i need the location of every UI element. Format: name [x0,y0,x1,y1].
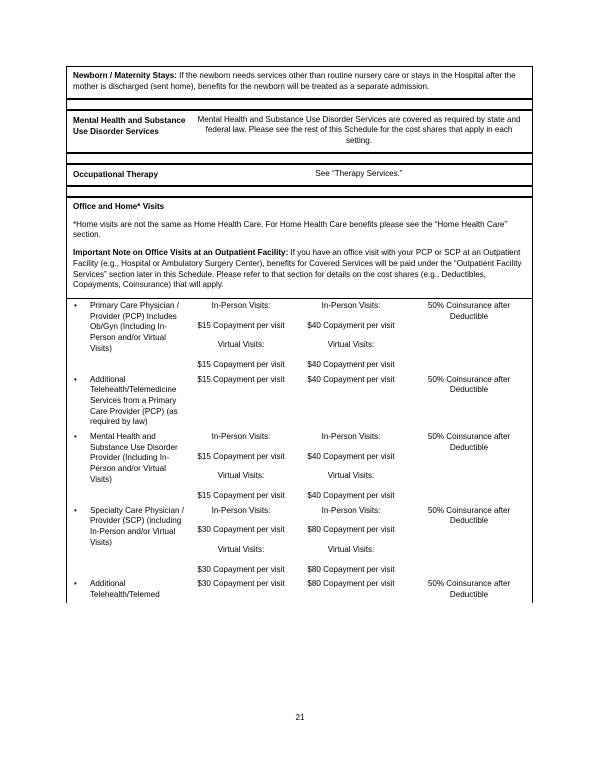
line-gap [298,351,404,360]
bullet-icon: • [74,579,77,589]
important-note-paragraph [73,248,526,291]
value-line: $15 Copayment per visit [197,491,285,501]
table-row [66,164,533,186]
benefit-tier2-cell [296,506,406,576]
value-line: Virtual Visits: [327,340,375,350]
benefit-out-of-network-cell [406,375,532,428]
table-row [66,298,533,603]
benefit-tier1-cell [186,506,296,576]
value-line: 50% Coinsurance after Deductible [427,374,511,395]
value-line: $40 Copayment per visit [307,360,395,370]
line-gap [298,556,404,565]
line-gap [188,312,294,321]
spacer-box-2 [66,153,533,164]
value-line: Virtual Visits: [217,340,265,350]
table-row [66,66,533,99]
page-number: 21 [295,713,305,722]
value-line: In-Person Visits: [321,432,381,442]
value-line: $30 Copayment per visit [197,525,285,535]
office-home-visits-box [66,197,533,298]
bullet-icon: • [74,432,77,442]
benefit-tier1-cell [186,375,296,428]
benefit-name-label: Mental Health and Substance Use Disorder Provider (Including In-Person and/or Virtual Visits) [90,432,178,484]
benefit-rows-section [66,298,533,603]
value-line: $40 Copayment per visit [307,374,395,384]
value-line: $30 Copayment per visit [197,579,285,589]
benefit-tier1-cell [186,301,296,371]
value-line: $80 Copayment per visit [307,579,395,589]
line-gap [188,516,294,525]
line-gap [298,482,404,491]
line-gap [298,312,404,321]
spacer-box-3 [66,186,533,197]
benefit-out-of-network-cell [406,432,532,502]
value-line: $15 Copayment per visit [197,374,285,384]
benefit-tier1-cell [186,579,296,600]
benefit-name-label: Specialty Care Physician / Provider (SCP) (including In-Person and/or Virtual Visits) [90,505,185,547]
line-gap [298,536,404,545]
important-note-label: Important Note on Office Visits at an Outpatient Facility: [73,248,289,257]
benefit-out-of-network-cell [406,301,532,371]
line-gap [188,443,294,452]
benefit-row [67,373,532,430]
benefit-tier2-cell [296,375,406,428]
spacer-row-3 [66,186,533,197]
mental-health-services-box [66,110,533,153]
mental-health-services-description: Mental Health and Substance Use Disorder Services are covered as required by state and federal law. Please see the rest of this Schedule for the cost shares that apply in each setting. [197,114,521,145]
value-line: Virtual Visits: [327,471,375,481]
line-gap [298,516,404,525]
office-home-visits-section [66,197,533,298]
office-home-visits-heading: Office and Home* Visits [73,201,165,211]
benefit-rows-container [66,298,533,603]
value-line: Virtual Visits: [217,471,265,481]
value-line: 50% Coinsurance after Deductible [427,579,511,600]
benefit-row [67,577,532,602]
spacer-row-1 [66,99,533,110]
value-line: $80 Copayment per visit [307,564,395,574]
important-note-text: If you have an office visit with your PCP or SCP at an Outpatient Facility (e.g., Hospital or Ambulatory Surgery Center), benefits for Covered Services will be paid under the “Outpatient Facility Services” section later in this Schedule. Please refer to that section for details on the cost shares (e.g., Deductibles, Copayments, Coinsurance) that will apply. [73,248,522,290]
table-row [66,197,533,298]
mental-health-services-section [66,110,533,153]
value-line: In-Person Visits: [211,432,271,442]
table-row [66,110,533,153]
occupational-therapy-description: See “Therapy Services.” [315,168,403,178]
bullet-icon: • [74,374,77,384]
benefit-row [67,299,532,373]
line-gap [188,536,294,545]
table-row [66,186,533,197]
newborn-maternity-box [66,66,533,99]
value-line: $15 Copayment per visit [197,360,285,370]
benefit-tier1-cell [186,432,296,502]
line-gap [188,331,294,340]
value-line: $40 Copayment per visit [307,320,395,330]
occupational-therapy-label: Occupational Therapy [73,169,159,179]
benefit-out-of-network-cell [406,506,532,576]
mental-health-services-label: Mental Health and Substance Use Disorder Services [73,115,186,136]
bullet-icon: • [74,505,77,515]
line-gap [188,482,294,491]
line-gap [298,462,404,471]
office-home-visits-footnote: *Home visits are not the same as Home Health Care. For Home Health Care benefits please see the “Home Health Care” section. [73,219,508,240]
benefit-name-cell [67,579,186,600]
occupational-therapy-box [66,164,533,186]
benefits-schedule-table [66,66,533,603]
table-row [66,99,533,110]
value-line: $15 Copayment per visit [197,451,285,461]
spacer-row-2 [66,153,533,164]
value-line: 50% Coinsurance after Deductible [427,505,511,526]
occupational-therapy-section [66,164,533,186]
bullet-icon: • [74,301,77,310]
spacer-box-1 [66,99,533,110]
benefit-name-cell [67,432,186,502]
value-line: $30 Copayment per visit [197,564,285,574]
line-gap [188,462,294,471]
value-line: $15 Copayment per visit [197,320,285,330]
newborn-maternity-section [66,66,533,99]
value-line: $80 Copayment per visit [307,525,395,535]
value-line: Virtual Visits: [217,545,265,555]
benefit-tier2-cell [296,301,406,371]
value-line: In-Person Visits: [211,505,271,515]
value-line: $40 Copayment per visit [307,491,395,501]
benefit-row [67,430,532,504]
newborn-maternity-label: Newborn / Maternity Stays: [73,71,177,80]
benefit-name-label: Primary Care Physician / Provider (PCP) Includes Ob/Gyn (Including In-Person and/or Virtual Visits) [90,301,180,353]
table-row [66,153,533,164]
line-gap [188,556,294,565]
value-line: In-Person Visits: [321,301,381,310]
value-line: Virtual Visits: [327,545,375,555]
value-line: 50% Coinsurance after Deductible [427,432,511,452]
line-gap [298,331,404,340]
benefit-name-cell [67,375,186,428]
value-line: In-Person Visits: [321,505,381,515]
benefit-row [67,504,532,578]
newborn-maternity-text: If the newborn needs services other than routine nursery care or stays in the Hospital after the mother is discharged (sent home), benefits for the newborn will be treated as a separate admission. [73,71,516,91]
line-gap [188,351,294,360]
benefit-name-label: Additional Telehealth/Telemedicine Services from a Primary Care Provider (PCP) (as required by law) [90,374,178,427]
newborn-maternity-paragraph [73,71,526,93]
benefit-name-label: Additional Telehealth/Telemed [90,579,160,600]
benefit-name-cell [67,506,186,576]
benefit-tier2-cell [296,432,406,502]
line-gap [298,443,404,452]
benefit-tier2-cell [296,579,406,600]
value-line: 50% Coinsurance after Deductible [427,301,511,321]
benefit-out-of-network-cell [406,579,532,600]
value-line: $40 Copayment per visit [307,451,395,461]
value-line: In-Person Visits: [211,301,271,310]
benefit-name-cell [67,301,186,371]
